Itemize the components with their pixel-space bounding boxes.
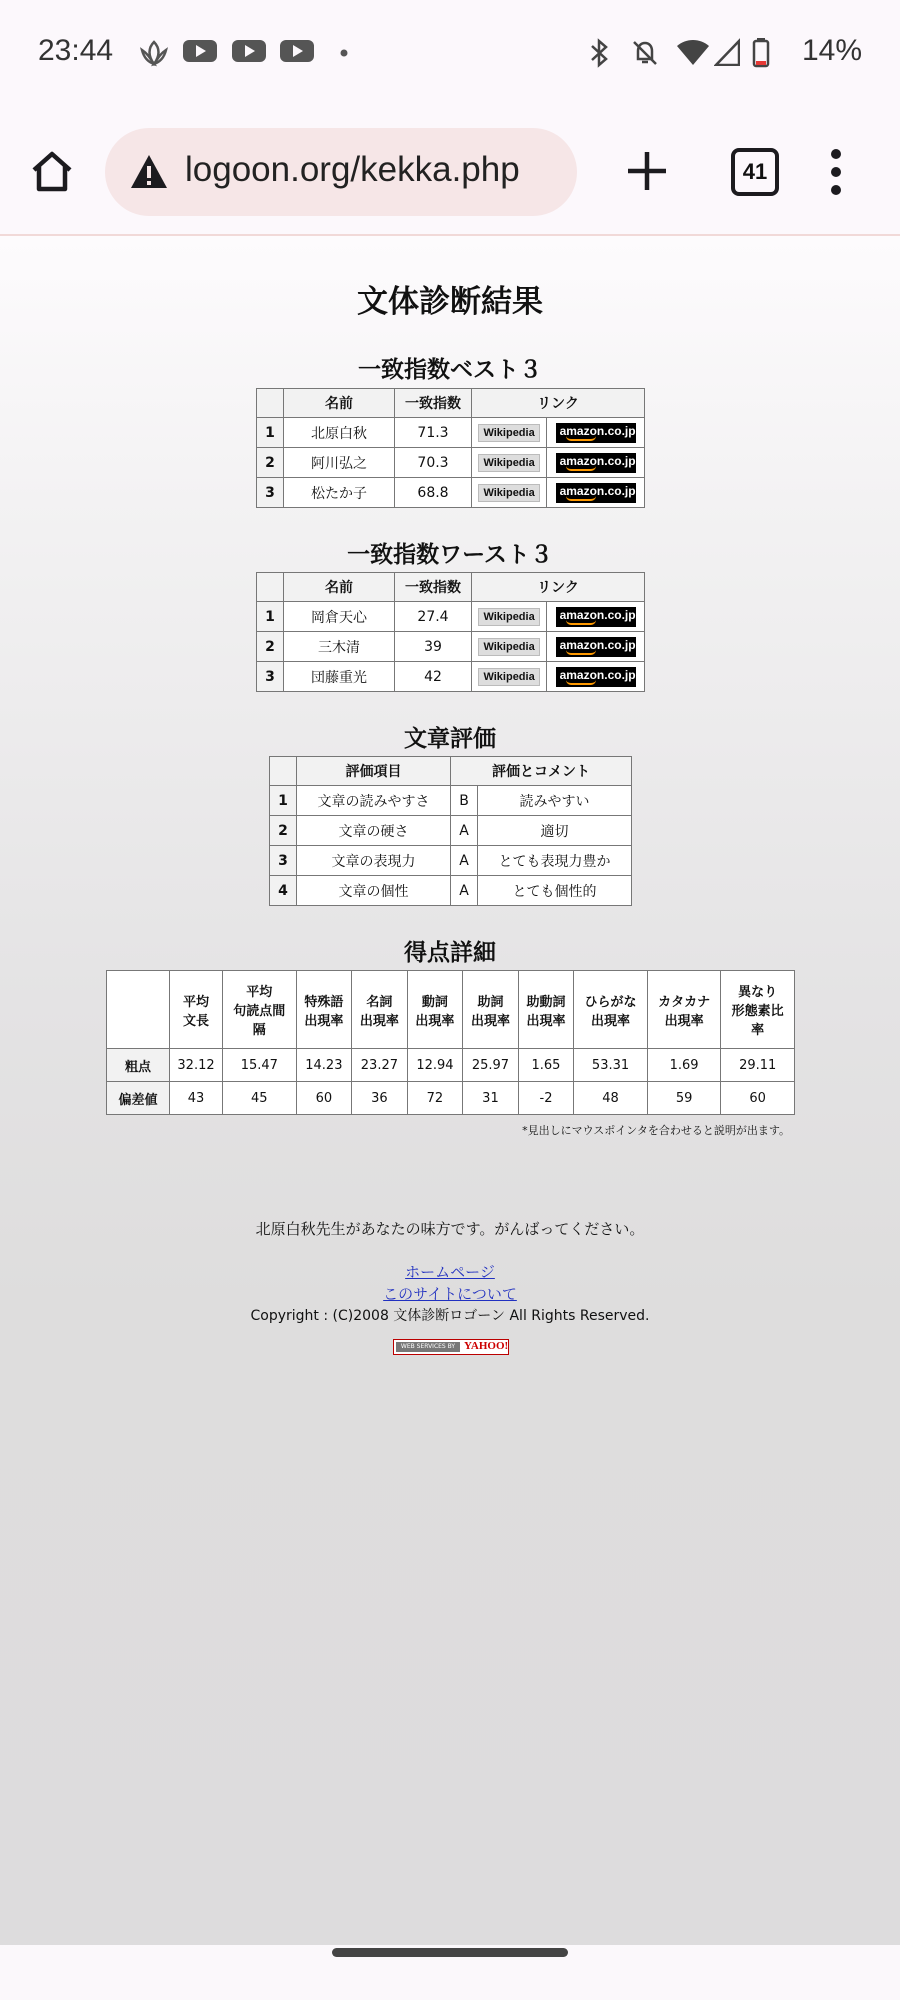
badge-logo-text: YAHOO! xyxy=(464,1340,509,1352)
amazon-link[interactable] xyxy=(556,607,636,627)
deviation-cell: 43 xyxy=(170,1082,223,1115)
score-column-header[interactable]: 動詞 出現率 xyxy=(407,971,463,1049)
youtube-icon xyxy=(183,38,217,64)
wikipedia-link[interactable]: Wikipedia xyxy=(478,638,539,656)
table-header-corner xyxy=(107,971,170,1049)
tooltip-note: *見出しにマウスポインタを合わせると説明が出ます。 xyxy=(522,1124,790,1137)
rank-cell: 2 xyxy=(257,448,284,478)
table-row xyxy=(270,816,632,846)
new-tab-icon[interactable] xyxy=(624,148,670,194)
grade-cell: A xyxy=(451,876,478,906)
raw-score-cell: 25.97 xyxy=(463,1049,519,1082)
home-icon[interactable] xyxy=(28,148,76,196)
score-cell: 71.3 xyxy=(395,418,472,448)
item-cell: 文章の読みやすさ xyxy=(297,786,451,816)
youtube-icon xyxy=(280,38,314,64)
encouragement-message: 北原白秋先生があなたの味方です。がんばってください。 xyxy=(255,1220,645,1238)
table-row xyxy=(270,876,632,906)
about-site-link[interactable]: このサイトについて xyxy=(383,1285,517,1303)
battery-percent: 14% xyxy=(801,34,862,67)
table-row xyxy=(257,662,645,692)
name-cell: 阿川弘之 xyxy=(284,448,395,478)
tab-switcher-button[interactable]: 41 xyxy=(731,148,779,196)
badge-left-text: WEB SERVICES BY xyxy=(396,1342,460,1352)
score-column-header[interactable]: 平均 文長 xyxy=(170,971,223,1049)
table-row xyxy=(257,602,645,632)
raw-score-cell: 32.12 xyxy=(170,1049,223,1082)
rank-cell: 3 xyxy=(257,478,284,508)
amazon-logo-text: amazon.co.jp xyxy=(559,423,636,438)
score-column-header[interactable]: カタカナ 出現率 xyxy=(647,971,721,1049)
comment-cell: とても個性的 xyxy=(478,876,632,906)
name-cell: 三木清 xyxy=(284,632,395,662)
bluetooth-icon xyxy=(586,38,612,68)
amazon-logo-text: amazon.co.jp xyxy=(559,667,636,682)
comment-cell: 適切 xyxy=(478,816,632,846)
amazon-logo-text: amazon.co.jp xyxy=(559,607,636,622)
amazon-link[interactable] xyxy=(556,637,636,657)
url-text[interactable]: logoon.org/kekka.php xyxy=(185,150,520,189)
more-notifications-dot-icon xyxy=(340,49,348,57)
rank-cell: 2 xyxy=(257,632,284,662)
score-detail-heading: 得点詳細 xyxy=(404,940,496,966)
name-cell: 岡倉天心 xyxy=(284,602,395,632)
evaluation-heading: 文章評価 xyxy=(404,726,496,752)
item-cell: 文章の表現力 xyxy=(297,846,451,876)
raw-score-cell: 12.94 xyxy=(407,1049,463,1082)
score-cell: 42 xyxy=(395,662,472,692)
table-header: 評価項目 xyxy=(297,757,451,786)
home-page-link[interactable]: ホームページ xyxy=(405,1263,495,1281)
table-header xyxy=(270,757,297,786)
raw-score-cell: 14.23 xyxy=(296,1049,352,1082)
score-cell: 70.3 xyxy=(395,448,472,478)
rank-cell: 1 xyxy=(257,602,284,632)
grade-cell: A xyxy=(451,816,478,846)
wikipedia-link[interactable]: Wikipedia xyxy=(478,484,539,502)
youtube-icon xyxy=(232,38,266,64)
table-row xyxy=(270,786,632,816)
score-cell: 68.8 xyxy=(395,478,472,508)
yahoo-web-services-badge[interactable] xyxy=(393,1339,509,1355)
page-title: 文体診断結果 xyxy=(357,284,543,320)
mute-bell-icon xyxy=(630,38,660,68)
status-time: 23:44 xyxy=(38,34,114,67)
deviation-label: 偏差値 xyxy=(107,1082,170,1115)
score-column-header[interactable]: 名詞 出現率 xyxy=(352,971,408,1049)
raw-score-cell: 1.69 xyxy=(647,1049,721,1082)
raw-score-label: 粗点 xyxy=(107,1049,170,1082)
no-cell: 2 xyxy=(270,816,297,846)
deviation-cell: 48 xyxy=(574,1082,648,1115)
item-cell: 文章の硬さ xyxy=(297,816,451,846)
warning-icon[interactable] xyxy=(129,152,169,192)
worst3-table xyxy=(256,572,645,692)
amazon-logo-text: amazon.co.jp xyxy=(559,483,636,498)
home-gesture-bar[interactable] xyxy=(332,1948,568,1957)
score-cell: 27.4 xyxy=(395,602,472,632)
table-row xyxy=(257,418,645,448)
wifi-icon xyxy=(676,38,710,66)
battery-icon xyxy=(752,38,770,68)
amazon-logo-text: amazon.co.jp xyxy=(559,637,636,652)
raw-score-cell: 15.47 xyxy=(223,1049,297,1082)
grade-cell: B xyxy=(451,786,478,816)
raw-score-cell: 23.27 xyxy=(352,1049,408,1082)
score-column-header[interactable]: ひらがな 出現率 xyxy=(574,971,648,1049)
table-header: 一致指数 xyxy=(395,389,472,418)
name-cell: 松たか子 xyxy=(284,478,395,508)
no-cell: 1 xyxy=(270,786,297,816)
score-column-header[interactable]: 助動詞 出現率 xyxy=(518,971,574,1049)
wikipedia-link[interactable]: Wikipedia xyxy=(478,454,539,472)
amazon-link[interactable] xyxy=(556,483,636,503)
deviation-cell: 36 xyxy=(352,1082,408,1115)
raw-score-cell: 53.31 xyxy=(574,1049,648,1082)
wikipedia-link[interactable]: Wikipedia xyxy=(478,424,539,442)
name-cell: 団藤重光 xyxy=(284,662,395,692)
score-column-header[interactable]: 平均 句読点間 隔 xyxy=(223,971,297,1049)
evaluation-table xyxy=(269,756,632,906)
wikipedia-link[interactable]: Wikipedia xyxy=(478,608,539,626)
raw-score-cell: 1.65 xyxy=(518,1049,574,1082)
deviation-cell: 45 xyxy=(223,1082,297,1115)
score-column-header[interactable]: 特殊語 出現率 xyxy=(296,971,352,1049)
rank-cell: 3 xyxy=(257,662,284,692)
score-detail-table xyxy=(106,970,795,1115)
status-bar xyxy=(0,0,900,110)
url-bar[interactable] xyxy=(105,128,577,216)
rank-cell: 1 xyxy=(257,418,284,448)
deviation-cell: 31 xyxy=(463,1082,519,1115)
deviation-cell: 60 xyxy=(296,1082,352,1115)
best3-table xyxy=(256,388,645,508)
no-cell: 3 xyxy=(270,846,297,876)
item-cell: 文章の個性 xyxy=(297,876,451,906)
score-column-header[interactable]: 助詞 出現率 xyxy=(463,971,519,1049)
amazon-link[interactable] xyxy=(556,423,636,443)
deviation-cell: 60 xyxy=(721,1082,795,1115)
table-header: リンク xyxy=(472,389,645,418)
name-cell: 北原白秋 xyxy=(284,418,395,448)
table-header: 名前 xyxy=(284,389,395,418)
copyright: Copyright : (C)2008 文体診断ロゴーン All Rights Reserved. xyxy=(250,1308,650,1324)
deviation-cell: 72 xyxy=(407,1082,463,1115)
comment-cell: 読みやすい xyxy=(478,786,632,816)
table-header xyxy=(257,389,284,418)
table-header: リンク xyxy=(472,573,645,602)
table-row xyxy=(257,448,645,478)
amazon-link[interactable] xyxy=(556,667,636,687)
deviation-cell: -2 xyxy=(518,1082,574,1115)
comment-cell: とても表現力豊か xyxy=(478,846,632,876)
score-column-header[interactable]: 異なり 形態素比 率 xyxy=(721,971,795,1049)
table-row xyxy=(257,478,645,508)
no-cell: 4 xyxy=(270,876,297,906)
best3-heading: 一致指数ベスト３ xyxy=(358,357,542,383)
grade-cell: A xyxy=(451,846,478,876)
score-cell: 39 xyxy=(395,632,472,662)
table-header: 評価とコメント xyxy=(451,757,632,786)
more-menu-icon[interactable] xyxy=(830,148,842,196)
table-row xyxy=(270,846,632,876)
raw-score-cell: 29.11 xyxy=(721,1049,795,1082)
wikipedia-link[interactable]: Wikipedia xyxy=(478,668,539,686)
worst3-heading: 一致指数ワースト３ xyxy=(347,542,553,568)
table-header: 一致指数 xyxy=(395,573,472,602)
amazon-link[interactable] xyxy=(556,453,636,473)
lotus-icon xyxy=(138,38,170,70)
signal-icon xyxy=(714,38,740,66)
browser-toolbar xyxy=(0,110,900,236)
amazon-logo-text: amazon.co.jp xyxy=(559,453,636,468)
table-row xyxy=(257,632,645,662)
table-header: 名前 xyxy=(284,573,395,602)
deviation-cell: 59 xyxy=(647,1082,721,1115)
table-header xyxy=(257,573,284,602)
